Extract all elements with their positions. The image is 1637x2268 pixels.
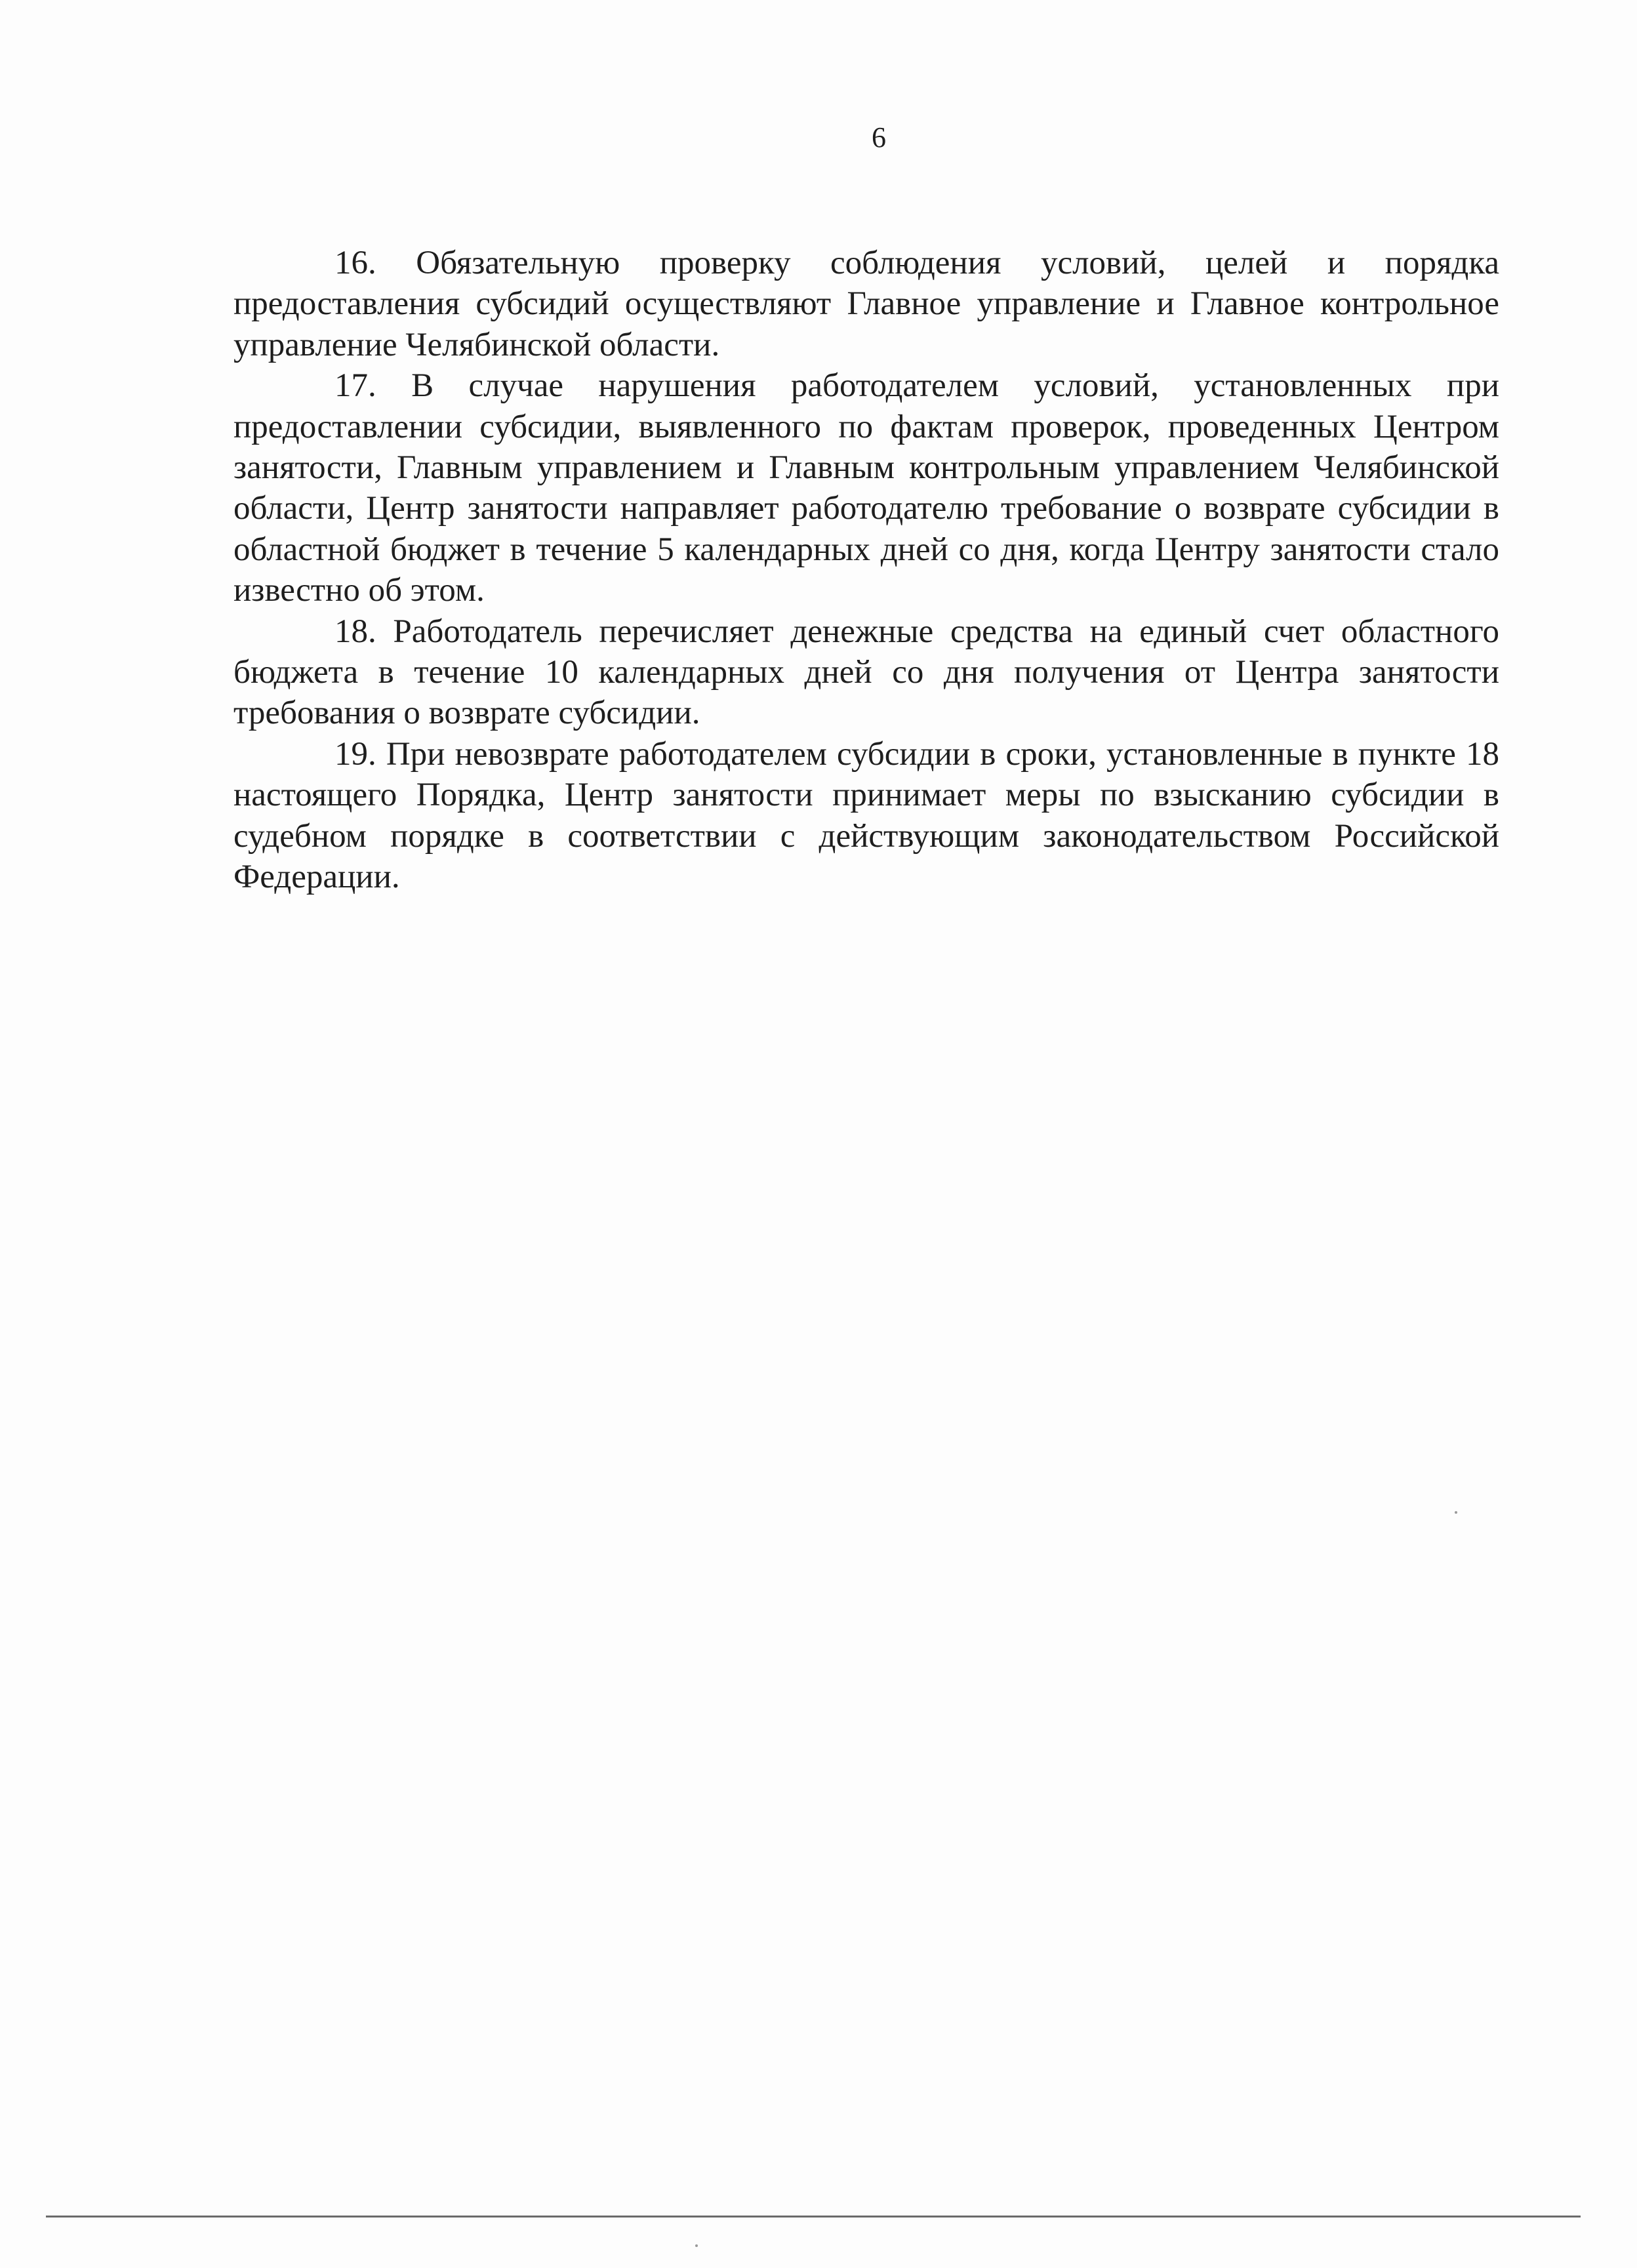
page-number: 6	[872, 121, 886, 153]
scan-speck	[695, 2244, 698, 2247]
scan-speck	[1455, 1511, 1457, 1514]
document-body	[233, 243, 1499, 898]
paragraph-19: 19. При невозврате работодателем субсидии в сроки, установленные в пункте 18 настоящего Порядка, Центр занятости принимает меры по взысканию субсидии в судебном порядке в соответствии с действующим законодательством Российской Федерации.	[233, 735, 1499, 896]
paragraph-18: 18. Работодатель перечисляет денежные средства на единый счет областного бюджета в течение 10 календарных дней со дня получения от Центра занятости требования о возврате субсидии.	[233, 613, 1499, 732]
bottom-scan-line	[46, 2216, 1581, 2217]
paragraph-16: 16. Обязательную проверку соблюдения условий, целей и порядка предоставления субсидий осуществляют Главное управление и Главное контрольное управление Челябинской области.	[233, 245, 1499, 363]
paragraph-17: 17. В случае нарушения работодателем условий, установленных при предоставлении субсидии, выявленного по фактам проверок, проведенных Центром занятости, Главным управлением и Главным контрольным управлением Челябинской области, Центр занятости направляет работодателю требование о возврате субсидии в областной бюджет в течение 5 календарных дней со дня, когда Центру занятости стало известно об этом.	[233, 367, 1499, 609]
